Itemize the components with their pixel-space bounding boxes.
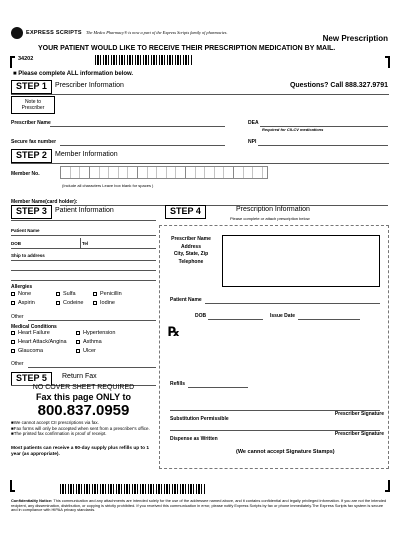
medical-ulcer[interactable]: Ulcer — [76, 348, 96, 355]
checkbox-icon — [11, 349, 15, 353]
fax-note-2: ■Fax forms will only be accepted when sent from a prescriber's office. — [11, 425, 150, 431]
medical-asthma[interactable]: Asthma — [76, 339, 102, 346]
supply-note: Most patients can receive a 90-day supply plus refills up to 1 year (as appropriate). — [11, 446, 150, 457]
member-no-label: Member No. — [11, 171, 40, 177]
fax-field[interactable] — [60, 145, 225, 146]
step5-title: Return Fax — [62, 373, 97, 380]
allergy-aspirin[interactable]: Aspirin — [11, 300, 35, 307]
checkbox-icon — [76, 349, 80, 353]
npi-field[interactable] — [258, 145, 388, 146]
prescriber-signature-1: Prescriber Signature — [334, 411, 384, 417]
confidentiality-text: This communication and any attachments are intended solely for the use of the addressee named above, and it contains confidential and legally privileged information. If you are not the intended recipient, any dissemination, distribution, or copying is strictly prohibited. If you received this communication in error, please notify Express Scripts by fax or phone immediately.The Express Scripts fax system is secure and in compliance with HIPAA privacy standards. — [11, 498, 387, 513]
instructions: ■ Please complete ALL information below. — [13, 71, 134, 77]
npi-label: NPI — [248, 139, 257, 145]
questions-phone: Questions? Call 888.327.9791 — [289, 82, 388, 89]
dispense-label: Dispense as Written — [170, 436, 218, 442]
prescriber-stamp-box[interactable] — [222, 235, 380, 287]
checkbox-icon — [76, 331, 80, 335]
allergy-other-field[interactable] — [28, 320, 156, 321]
substitution-label: Substitution Permissible — [170, 416, 229, 422]
rx-symbol: ℞ — [168, 325, 180, 340]
patient-name-field[interactable] — [11, 235, 156, 236]
checkbox-icon — [93, 301, 97, 305]
checkbox-icon — [11, 331, 15, 335]
refills-label: Refills — [170, 381, 186, 387]
corner-mark-top-left — [10, 56, 15, 68]
allergy-iodine[interactable]: Iodine — [93, 300, 115, 307]
no-stamp-note: (We cannot accept Signature Stamps) — [236, 449, 335, 455]
fax-notes — [11, 420, 156, 437]
rx-dob-field[interactable] — [208, 319, 263, 320]
note-to-prescriber — [11, 96, 55, 114]
fax-label: Secure fax number — [11, 139, 57, 145]
step5-label: STEP 5 — [11, 372, 52, 386]
dob-label: DOB — [11, 241, 21, 246]
refills-field[interactable] — [188, 387, 248, 388]
member-no-boxes[interactable] — [60, 166, 268, 179]
confidentiality-notice — [11, 499, 389, 513]
logo-text: EXPRESS SCRIPTS — [26, 30, 82, 36]
allergy-penicillin[interactable]: Penicillin — [93, 291, 122, 298]
no-cover-sheet: NO COVER SHEET REQUIRED — [32, 384, 135, 391]
step3-title: Patient Information — [55, 207, 114, 214]
medical-conditions-label: Medical Conditions — [11, 324, 57, 330]
step1-title: Prescriber Information — [55, 82, 124, 89]
ship-label: Ship to address — [11, 253, 45, 258]
rx-dob-label: DOB — [195, 313, 207, 319]
step3-rule — [11, 220, 156, 221]
step3-label: STEP 3 — [11, 205, 52, 219]
fax-number: 800.837.0959 — [37, 402, 130, 419]
fax-note-3: ■The printed fax confirmation is proof of receipt. — [11, 431, 107, 437]
corner-mark-top-right — [385, 56, 390, 68]
rx-patient-name-label: Patient Name — [170, 297, 202, 303]
rx-patient-name-field[interactable] — [205, 303, 380, 304]
dea-label: DEA — [248, 120, 259, 126]
tel-label: Tel — [82, 241, 89, 246]
ship-field-1[interactable] — [11, 260, 156, 261]
step4-subtitle: Please complete or attach prescription below — [230, 216, 310, 221]
allergy-sulfa[interactable]: Sulfa — [56, 291, 76, 298]
medical-heart-attack[interactable]: Heart Attack/Angina — [11, 339, 67, 346]
medical-other-field[interactable] — [28, 367, 156, 368]
logo — [11, 27, 82, 39]
allergy-other-label: Other — [11, 314, 24, 320]
medical-heart-failure[interactable]: Heart Failure — [11, 330, 50, 337]
tagline: The Medco Pharmacy® is now a part of the Express Scripts family of pharmacies. — [86, 30, 228, 35]
member-no-note: (Include all characters Leave box blank for spaces ) — [62, 183, 154, 188]
dea-note: Required for CII-CV medications — [262, 127, 324, 132]
step4-title: Prescription Information — [236, 206, 310, 213]
headline: YOUR PATIENT WOULD LIKE TO RECEIVE THEIR PRESCRIPTION MEDICATION BY MAIL. — [38, 45, 336, 52]
medical-other-label: Other — [11, 361, 24, 367]
step2-rule — [11, 163, 389, 164]
express-scripts-logo-icon — [11, 27, 23, 39]
confidentiality-label: Confidentiality Notice: — [11, 498, 53, 503]
barcode-bottom — [60, 484, 205, 494]
checkbox-icon — [11, 292, 15, 296]
fax-only-text: Fax this page ONLY to — [35, 392, 132, 402]
checkbox-icon — [56, 301, 60, 305]
dob-tel-field[interactable] — [11, 248, 156, 249]
step2-title: Member Information — [55, 151, 118, 158]
prescriber-name-field[interactable] — [50, 126, 225, 127]
form-code: 34202 — [18, 56, 34, 62]
allergy-codeine[interactable]: Codeine — [56, 300, 84, 307]
checkbox-icon — [93, 292, 97, 296]
ship-field-2[interactable] — [11, 270, 156, 271]
page-title: New Prescription — [322, 34, 388, 43]
note-line2: Prescriber — [21, 105, 45, 111]
dob-tel-divider — [80, 238, 81, 248]
corner-mark-bottom-left — [10, 480, 15, 492]
medical-hypertension[interactable]: Hypertension — [76, 330, 115, 337]
checkbox-icon — [76, 340, 80, 344]
checkbox-icon — [56, 292, 60, 296]
corner-mark-bottom-right — [385, 480, 390, 492]
issue-date-field[interactable] — [298, 319, 360, 320]
prescriber-name-label: Prescriber Name — [11, 120, 51, 126]
step1-rule — [11, 94, 389, 95]
note-line1: Note to — [24, 99, 42, 105]
barcode-top — [95, 55, 193, 65]
step4-label: STEP 4 — [165, 205, 206, 219]
fax-note-1: ■We cannot accept CII prescriptions via fax. — [11, 420, 99, 425]
allergies-label: Allergies — [11, 284, 33, 290]
checkbox-icon — [11, 301, 15, 305]
checkbox-icon — [11, 340, 15, 344]
ship-field-3[interactable] — [11, 280, 156, 281]
prescriber-signature-2: Prescriber Signature — [334, 431, 384, 437]
allergy-none[interactable]: None — [11, 291, 31, 298]
member-name-field[interactable] — [60, 205, 388, 206]
member-name-label: Member Name(card holder): — [11, 199, 78, 205]
step2-label: STEP 2 — [11, 149, 52, 163]
patient-name-label: Patient Name — [11, 228, 40, 233]
prescriber-block-labels: Prescriber Name Address City, State, Zip Telephone — [171, 236, 211, 265]
step1-label: STEP 1 — [11, 80, 52, 94]
medical-glaucoma[interactable]: Glaucoma — [11, 348, 43, 355]
issue-date-label: Issue Date — [270, 313, 296, 319]
